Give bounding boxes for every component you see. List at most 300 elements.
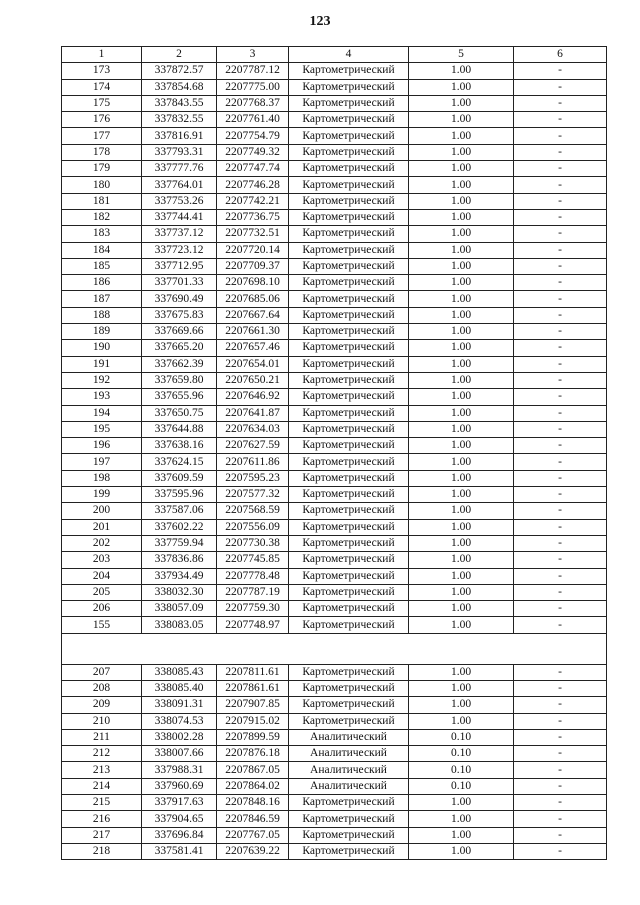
- cell-note: -: [514, 242, 607, 258]
- cell-point-number: 178: [62, 144, 142, 160]
- cell-point-number: 188: [62, 307, 142, 323]
- cell-y-coordinate: 2207698.10: [217, 275, 289, 291]
- cell-x-coordinate: 337624.15: [142, 454, 217, 470]
- cell-y-coordinate: 2207759.30: [217, 601, 289, 617]
- table-row: [62, 827, 607, 843]
- table-row: [62, 535, 607, 551]
- cell-method: Картометрический: [289, 421, 409, 437]
- cell-accuracy: 1.00: [409, 226, 514, 242]
- cell-point-number: 192: [62, 372, 142, 388]
- cell-point-number: 218: [62, 843, 142, 859]
- cell-x-coordinate: 337793.31: [142, 144, 217, 160]
- table-row: [62, 519, 607, 535]
- cell-accuracy: 1.00: [409, 827, 514, 843]
- cell-note: -: [514, 552, 607, 568]
- cell-y-coordinate: 2207899.59: [217, 729, 289, 745]
- cell-note: -: [514, 568, 607, 584]
- cell-note: -: [514, 112, 607, 128]
- cell-point-number: 191: [62, 356, 142, 372]
- cell-y-coordinate: 2207634.03: [217, 421, 289, 437]
- cell-point-number: 211: [62, 729, 142, 745]
- cell-y-coordinate: 2207745.85: [217, 552, 289, 568]
- cell-note: -: [514, 405, 607, 421]
- cell-point-number: 203: [62, 552, 142, 568]
- table-row: [62, 324, 607, 340]
- cell-accuracy: 1.00: [409, 307, 514, 323]
- cell-point-number: 189: [62, 324, 142, 340]
- cell-x-coordinate: 337644.88: [142, 421, 217, 437]
- cell-y-coordinate: 2207646.92: [217, 389, 289, 405]
- cell-method: Картометрический: [289, 601, 409, 617]
- cell-method: Картометрический: [289, 193, 409, 209]
- cell-y-coordinate: 2207732.51: [217, 226, 289, 242]
- table-row: [62, 405, 607, 421]
- cell-point-number: 182: [62, 209, 142, 225]
- cell-accuracy: 1.00: [409, 470, 514, 486]
- cell-y-coordinate: 2207778.48: [217, 568, 289, 584]
- cell-x-coordinate: 337655.96: [142, 389, 217, 405]
- cell-note: -: [514, 713, 607, 729]
- cell-y-coordinate: 2207641.87: [217, 405, 289, 421]
- cell-point-number: 174: [62, 79, 142, 95]
- cell-accuracy: 1.00: [409, 535, 514, 551]
- cell-x-coordinate: 337737.12: [142, 226, 217, 242]
- cell-x-coordinate: 337662.39: [142, 356, 217, 372]
- table-row: [62, 307, 607, 323]
- cell-accuracy: 0.10: [409, 762, 514, 778]
- cell-point-number: 214: [62, 778, 142, 794]
- cell-accuracy: 1.00: [409, 209, 514, 225]
- table-row: [62, 568, 607, 584]
- cell-point-number: 186: [62, 275, 142, 291]
- cell-note: -: [514, 258, 607, 274]
- table-row: [62, 680, 607, 696]
- cell-method: Картометрический: [289, 161, 409, 177]
- cell-accuracy: 1.00: [409, 811, 514, 827]
- table-row: [62, 161, 607, 177]
- cell-x-coordinate: 337712.95: [142, 258, 217, 274]
- cell-x-coordinate: 337665.20: [142, 340, 217, 356]
- cell-note: -: [514, 454, 607, 470]
- cell-y-coordinate: 2207867.05: [217, 762, 289, 778]
- cell-note: -: [514, 356, 607, 372]
- cell-x-coordinate: 338002.28: [142, 729, 217, 745]
- cell-method: Аналитический: [289, 778, 409, 794]
- cell-point-number: 204: [62, 568, 142, 584]
- cell-y-coordinate: 2207556.09: [217, 519, 289, 535]
- cell-x-coordinate: 337854.68: [142, 79, 217, 95]
- cell-method: Картометрический: [289, 438, 409, 454]
- header-col-5: 5: [409, 47, 514, 63]
- cell-note: -: [514, 324, 607, 340]
- table-row: [62, 291, 607, 307]
- cell-accuracy: 1.00: [409, 697, 514, 713]
- cell-method: Картометрический: [289, 307, 409, 323]
- cell-note: -: [514, 697, 607, 713]
- cell-method: Картометрический: [289, 209, 409, 225]
- cell-point-number: 197: [62, 454, 142, 470]
- cell-x-coordinate: 337934.49: [142, 568, 217, 584]
- cell-point-number: 184: [62, 242, 142, 258]
- cell-method: Картометрический: [289, 503, 409, 519]
- cell-note: -: [514, 519, 607, 535]
- cell-y-coordinate: 2207720.14: [217, 242, 289, 258]
- table-row: [62, 811, 607, 827]
- cell-point-number: 195: [62, 421, 142, 437]
- cell-note: -: [514, 275, 607, 291]
- cell-method: Картометрический: [289, 843, 409, 859]
- table-row: [62, 372, 607, 388]
- cell-accuracy: 1.00: [409, 601, 514, 617]
- cell-accuracy: 1.00: [409, 193, 514, 209]
- cell-point-number: 176: [62, 112, 142, 128]
- cell-x-coordinate: 337696.84: [142, 827, 217, 843]
- cell-note: -: [514, 617, 607, 633]
- cell-y-coordinate: 2207748.97: [217, 617, 289, 633]
- table-row: [62, 617, 607, 633]
- header-col-6: 6: [514, 47, 607, 63]
- cell-accuracy: 1.00: [409, 144, 514, 160]
- cell-y-coordinate: 2207661.30: [217, 324, 289, 340]
- cell-method: Картометрический: [289, 128, 409, 144]
- cell-point-number: 200: [62, 503, 142, 519]
- cell-method: Картометрический: [289, 356, 409, 372]
- table-row: [62, 356, 607, 372]
- cell-point-number: 201: [62, 519, 142, 535]
- cell-x-coordinate: 337917.63: [142, 795, 217, 811]
- table-row: [62, 601, 607, 617]
- cell-x-coordinate: 337843.55: [142, 95, 217, 111]
- cell-x-coordinate: 337701.33: [142, 275, 217, 291]
- page-number: 123: [309, 14, 331, 29]
- table-gap-row: [62, 633, 607, 664]
- cell-point-number: 177: [62, 128, 142, 144]
- cell-y-coordinate: 2207876.18: [217, 746, 289, 762]
- table-row: [62, 79, 607, 95]
- table-row: [62, 762, 607, 778]
- cell-method: Картометрический: [289, 389, 409, 405]
- cell-point-number: 199: [62, 487, 142, 503]
- cell-method: Картометрический: [289, 617, 409, 633]
- cell-method: Картометрический: [289, 680, 409, 696]
- cell-note: -: [514, 372, 607, 388]
- cell-point-number: 216: [62, 811, 142, 827]
- cell-point-number: 202: [62, 535, 142, 551]
- cell-method: Картометрический: [289, 242, 409, 258]
- cell-x-coordinate: 337744.41: [142, 209, 217, 225]
- cell-method: Картометрический: [289, 63, 409, 79]
- cell-point-number: 212: [62, 746, 142, 762]
- cell-y-coordinate: 2207568.59: [217, 503, 289, 519]
- cell-y-coordinate: 2207775.00: [217, 79, 289, 95]
- cell-method: Картометрический: [289, 324, 409, 340]
- cell-x-coordinate: 337960.69: [142, 778, 217, 794]
- cell-accuracy: 1.00: [409, 372, 514, 388]
- cell-y-coordinate: 2207864.02: [217, 778, 289, 794]
- header-col-4: 4: [289, 47, 409, 63]
- cell-point-number: 155: [62, 617, 142, 633]
- cell-y-coordinate: 2207736.75: [217, 209, 289, 225]
- cell-point-number: 175: [62, 95, 142, 111]
- table-row: [62, 713, 607, 729]
- cell-y-coordinate: 2207915.02: [217, 713, 289, 729]
- header-col-1: 1: [62, 47, 142, 63]
- gap-cell: [62, 633, 607, 664]
- cell-method: Картометрический: [289, 535, 409, 551]
- cell-accuracy: 1.00: [409, 843, 514, 859]
- cell-method: Картометрический: [289, 405, 409, 421]
- cell-note: -: [514, 664, 607, 680]
- cell-accuracy: 1.00: [409, 664, 514, 680]
- cell-x-coordinate: 337595.96: [142, 487, 217, 503]
- cell-accuracy: 1.00: [409, 713, 514, 729]
- cell-method: Картометрический: [289, 487, 409, 503]
- cell-x-coordinate: 337659.80: [142, 372, 217, 388]
- cell-method: Картометрический: [289, 713, 409, 729]
- cell-x-coordinate: 337675.83: [142, 307, 217, 323]
- cell-point-number: 210: [62, 713, 142, 729]
- cell-y-coordinate: 2207577.32: [217, 487, 289, 503]
- cell-note: -: [514, 470, 607, 486]
- cell-note: -: [514, 389, 607, 405]
- cell-x-coordinate: 337602.22: [142, 519, 217, 535]
- cell-method: Картометрический: [289, 258, 409, 274]
- cell-note: -: [514, 340, 607, 356]
- cell-x-coordinate: 337581.41: [142, 843, 217, 859]
- cell-method: Картометрический: [289, 584, 409, 600]
- cell-y-coordinate: 2207657.46: [217, 340, 289, 356]
- cell-note: -: [514, 161, 607, 177]
- cell-point-number: 205: [62, 584, 142, 600]
- cell-note: -: [514, 729, 607, 745]
- cell-point-number: 215: [62, 795, 142, 811]
- cell-note: -: [514, 421, 607, 437]
- cell-x-coordinate: 338085.40: [142, 680, 217, 696]
- cell-method: Картометрический: [289, 112, 409, 128]
- cell-note: -: [514, 746, 607, 762]
- table-row: [62, 487, 607, 503]
- cell-x-coordinate: 337638.16: [142, 438, 217, 454]
- table-row: [62, 470, 607, 486]
- table-row: [62, 584, 607, 600]
- table-row: [62, 340, 607, 356]
- cell-accuracy: 1.00: [409, 421, 514, 437]
- cell-accuracy: 1.00: [409, 584, 514, 600]
- cell-accuracy: 1.00: [409, 552, 514, 568]
- cell-method: Картометрический: [289, 372, 409, 388]
- table-row: [62, 275, 607, 291]
- cell-method: Картометрический: [289, 795, 409, 811]
- cell-y-coordinate: 2207861.61: [217, 680, 289, 696]
- cell-note: -: [514, 503, 607, 519]
- cell-x-coordinate: 337650.75: [142, 405, 217, 421]
- cell-note: -: [514, 128, 607, 144]
- cell-y-coordinate: 2207787.12: [217, 63, 289, 79]
- cell-note: -: [514, 144, 607, 160]
- cell-note: -: [514, 438, 607, 454]
- cell-method: Картометрический: [289, 552, 409, 568]
- cell-y-coordinate: 2207747.74: [217, 161, 289, 177]
- cell-note: -: [514, 680, 607, 696]
- cell-accuracy: 1.00: [409, 487, 514, 503]
- cell-note: -: [514, 79, 607, 95]
- header-col-3: 3: [217, 47, 289, 63]
- cell-x-coordinate: 338091.31: [142, 697, 217, 713]
- cell-point-number: 208: [62, 680, 142, 696]
- cell-note: -: [514, 63, 607, 79]
- cell-note: -: [514, 601, 607, 617]
- table-row: [62, 258, 607, 274]
- cell-x-coordinate: 337816.91: [142, 128, 217, 144]
- cell-note: -: [514, 95, 607, 111]
- cell-point-number: 187: [62, 291, 142, 307]
- cell-note: -: [514, 307, 607, 323]
- cell-accuracy: 1.00: [409, 340, 514, 356]
- cell-point-number: 213: [62, 762, 142, 778]
- cell-point-number: 198: [62, 470, 142, 486]
- cell-accuracy: 1.00: [409, 177, 514, 193]
- table-row: [62, 843, 607, 859]
- table-row: [62, 128, 607, 144]
- cell-point-number: 185: [62, 258, 142, 274]
- cell-method: Картометрический: [289, 291, 409, 307]
- cell-y-coordinate: 2207768.37: [217, 95, 289, 111]
- cell-method: Картометрический: [289, 827, 409, 843]
- cell-note: -: [514, 226, 607, 242]
- cell-note: -: [514, 795, 607, 811]
- table-row: [62, 389, 607, 405]
- cell-method: Картометрический: [289, 177, 409, 193]
- cell-method: Картометрический: [289, 664, 409, 680]
- cell-y-coordinate: 2207848.16: [217, 795, 289, 811]
- cell-note: -: [514, 584, 607, 600]
- cell-x-coordinate: 337988.31: [142, 762, 217, 778]
- cell-method: Картометрический: [289, 454, 409, 470]
- cell-accuracy: 1.00: [409, 258, 514, 274]
- cell-note: -: [514, 291, 607, 307]
- cell-accuracy: 1.00: [409, 291, 514, 307]
- cell-accuracy: 1.00: [409, 128, 514, 144]
- cell-method: Картометрический: [289, 95, 409, 111]
- cell-note: -: [514, 762, 607, 778]
- cell-point-number: 194: [62, 405, 142, 421]
- cell-accuracy: 1.00: [409, 503, 514, 519]
- cell-x-coordinate: 337753.26: [142, 193, 217, 209]
- cell-method: Аналитический: [289, 762, 409, 778]
- cell-accuracy: 1.00: [409, 63, 514, 79]
- table-row: [62, 697, 607, 713]
- cell-x-coordinate: 338032.30: [142, 584, 217, 600]
- table-row: [62, 664, 607, 680]
- cell-x-coordinate: 338007.66: [142, 746, 217, 762]
- cell-point-number: 190: [62, 340, 142, 356]
- cell-method: Картометрический: [289, 226, 409, 242]
- cell-y-coordinate: 2207639.22: [217, 843, 289, 859]
- cell-y-coordinate: 2207595.23: [217, 470, 289, 486]
- cell-accuracy: 1.00: [409, 112, 514, 128]
- header-col-2: 2: [142, 47, 217, 63]
- cell-x-coordinate: 337764.01: [142, 177, 217, 193]
- cell-note: -: [514, 778, 607, 794]
- table-row: [62, 63, 607, 79]
- cell-accuracy: 1.00: [409, 389, 514, 405]
- cell-x-coordinate: 337690.49: [142, 291, 217, 307]
- cell-point-number: 179: [62, 161, 142, 177]
- cell-x-coordinate: 337777.76: [142, 161, 217, 177]
- table-row: [62, 112, 607, 128]
- cell-note: -: [514, 487, 607, 503]
- coordinates-table: [61, 46, 607, 860]
- cell-method: Картометрический: [289, 340, 409, 356]
- table-row: [62, 454, 607, 470]
- cell-x-coordinate: 338083.05: [142, 617, 217, 633]
- cell-point-number: 217: [62, 827, 142, 843]
- cell-note: -: [514, 843, 607, 859]
- table-row: [62, 177, 607, 193]
- cell-accuracy: 1.00: [409, 568, 514, 584]
- cell-x-coordinate: 338057.09: [142, 601, 217, 617]
- cell-note: -: [514, 193, 607, 209]
- cell-y-coordinate: 2207709.37: [217, 258, 289, 274]
- cell-point-number: 181: [62, 193, 142, 209]
- cell-accuracy: 1.00: [409, 242, 514, 258]
- cell-method: Аналитический: [289, 729, 409, 745]
- cell-y-coordinate: 2207627.59: [217, 438, 289, 454]
- cell-accuracy: 1.00: [409, 275, 514, 291]
- table-row: [62, 746, 607, 762]
- cell-y-coordinate: 2207611.86: [217, 454, 289, 470]
- cell-y-coordinate: 2207667.64: [217, 307, 289, 323]
- cell-note: -: [514, 209, 607, 225]
- cell-y-coordinate: 2207811.61: [217, 664, 289, 680]
- cell-x-coordinate: 337587.06: [142, 503, 217, 519]
- cell-x-coordinate: 337759.94: [142, 535, 217, 551]
- table-row: [62, 778, 607, 794]
- table-row: [62, 795, 607, 811]
- table-row: [62, 552, 607, 568]
- cell-method: Картометрический: [289, 697, 409, 713]
- cell-y-coordinate: 2207650.21: [217, 372, 289, 388]
- cell-y-coordinate: 2207654.01: [217, 356, 289, 372]
- cell-y-coordinate: 2207746.28: [217, 177, 289, 193]
- cell-accuracy: 1.00: [409, 161, 514, 177]
- table-row: [62, 242, 607, 258]
- table-body: [62, 63, 607, 860]
- cell-note: -: [514, 827, 607, 843]
- cell-method: Аналитический: [289, 746, 409, 762]
- cell-x-coordinate: 337904.65: [142, 811, 217, 827]
- cell-accuracy: 1.00: [409, 95, 514, 111]
- cell-method: Картометрический: [289, 79, 409, 95]
- cell-y-coordinate: 2207787.19: [217, 584, 289, 600]
- cell-accuracy: 1.00: [409, 438, 514, 454]
- cell-x-coordinate: 338085.43: [142, 664, 217, 680]
- cell-y-coordinate: 2207907.85: [217, 697, 289, 713]
- cell-x-coordinate: 337836.86: [142, 552, 217, 568]
- cell-y-coordinate: 2207767.05: [217, 827, 289, 843]
- cell-note: -: [514, 177, 607, 193]
- table-row: [62, 226, 607, 242]
- table-row: [62, 421, 607, 437]
- cell-point-number: 183: [62, 226, 142, 242]
- cell-y-coordinate: 2207685.06: [217, 291, 289, 307]
- cell-point-number: 193: [62, 389, 142, 405]
- cell-x-coordinate: 338074.53: [142, 713, 217, 729]
- cell-y-coordinate: 2207742.21: [217, 193, 289, 209]
- cell-accuracy: 0.10: [409, 729, 514, 745]
- cell-point-number: 207: [62, 664, 142, 680]
- cell-x-coordinate: 337723.12: [142, 242, 217, 258]
